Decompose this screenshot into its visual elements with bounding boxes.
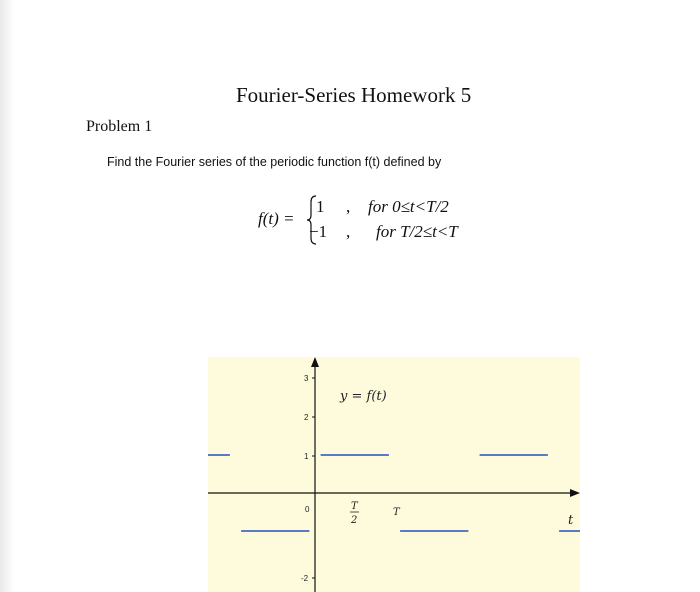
case-1-value: 1 xyxy=(316,197,325,216)
formula-lhs: f(t) = xyxy=(258,209,295,228)
t-axis-arrow-icon xyxy=(570,489,580,497)
y-tick-label-3: 3 xyxy=(304,374,309,383)
y-tick-label-neg2: -2 xyxy=(301,574,309,583)
case-2-value: −1 xyxy=(309,222,328,241)
page-edge-shadow xyxy=(0,0,14,592)
square-wave-graph xyxy=(208,357,580,592)
t-axis-label: t xyxy=(568,513,574,528)
case-2-condition: for T/2≤t<T xyxy=(376,222,458,241)
piecewise-formula xyxy=(258,193,518,253)
problem-heading: Problem 1 xyxy=(86,118,153,135)
y-axis-arrow-icon xyxy=(311,357,319,367)
graph-canvas xyxy=(208,357,580,592)
y-tick-label-2: 2 xyxy=(304,413,309,422)
y-tick-label-0: 0 xyxy=(305,505,310,514)
case-1-condition: for 0≤t<T/2 xyxy=(368,197,449,216)
t-tick-half-numerator: T xyxy=(351,501,358,512)
function-label: y = f(t) xyxy=(340,389,387,404)
t-tick-half-denominator: 2 xyxy=(351,515,358,526)
t-tick-T-label: T xyxy=(393,507,400,518)
problem-instruction: Find the Fourier series of the periodic function f(t) defined by xyxy=(107,155,442,169)
case-1-separator: , xyxy=(346,197,351,216)
case-2-separator: , xyxy=(346,222,351,241)
y-tick-label-1: 1 xyxy=(304,452,309,461)
document-title: Fourier-Series Homework 5 xyxy=(236,83,472,107)
